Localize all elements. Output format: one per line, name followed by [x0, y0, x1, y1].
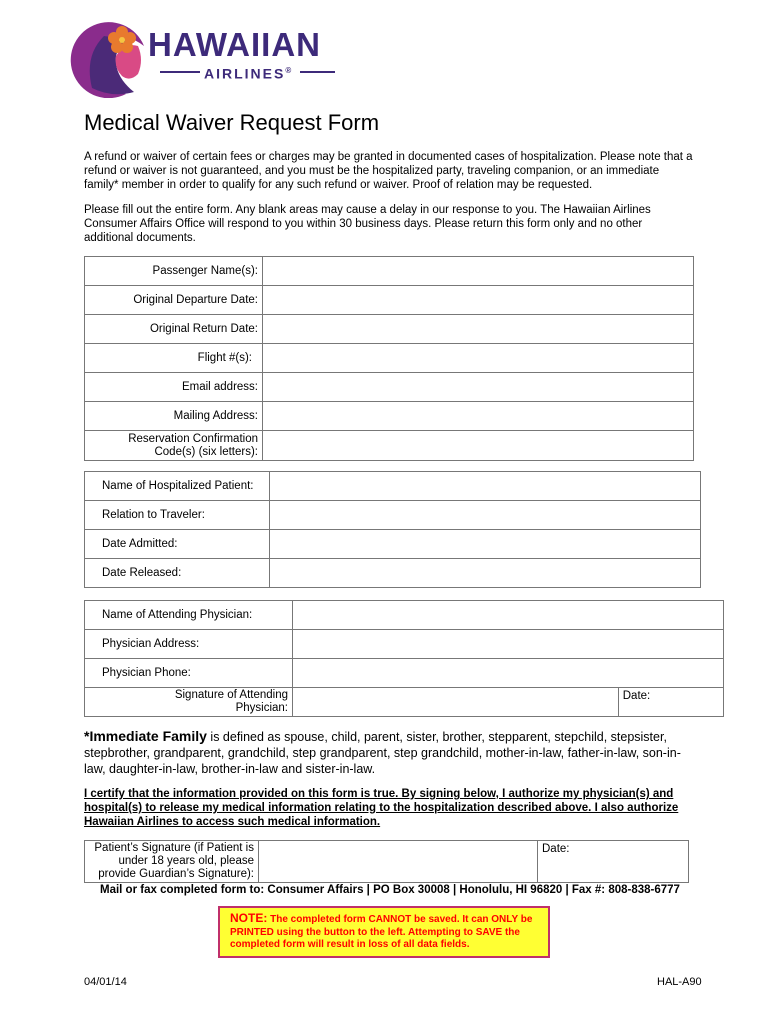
note-text: The completed form CANNOT be saved. It can ONLY be PRINTED using the button to the left. Attempting to SAVE the completed form will result in loss of all data fields. — [230, 914, 533, 950]
physician-date-label: Date: — [622, 690, 651, 702]
patient-name-field[interactable] — [270, 472, 701, 501]
confirmation-code-label: Reservation Confirmation Code(s) (six letters): — [85, 431, 263, 461]
departure-date-field[interactable] — [263, 286, 694, 315]
passenger-name-label: Passenger Name(s): — [85, 257, 263, 286]
hawaiian-airlines-logo — [64, 16, 154, 98]
date-admitted-label: Date Admitted: — [85, 530, 270, 559]
note-heading: NOTE: — [230, 911, 268, 925]
brand-name: HAWAIIAN — [148, 26, 321, 63]
brand-line-left — [160, 71, 200, 73]
brand-line-right — [300, 71, 335, 73]
return-date-label: Original Return Date: — [85, 315, 263, 344]
patient-signature-label: Patient’s Signature (if Patient is under 18 years old, please provide Guardian’s Signature): — [85, 841, 259, 883]
date-released-field[interactable] — [270, 559, 701, 588]
confirmation-code-field[interactable] — [263, 431, 694, 461]
relation-label: Relation to Traveler: — [85, 501, 270, 530]
email-label: Email address: — [85, 373, 263, 402]
physician-info-table — [84, 600, 724, 717]
form-date: 04/01/14 — [84, 976, 127, 988]
relation-field[interactable] — [270, 501, 701, 530]
brand-sub-text: AIRLINES® — [204, 65, 294, 82]
passenger-info-table — [84, 256, 694, 461]
flight-number-label: Flight #(s): — [85, 344, 263, 373]
physician-address-label: Physician Address: — [85, 630, 293, 659]
mailing-address-label: Mailing Address: — [85, 402, 263, 431]
mailing-address-field[interactable] — [263, 402, 694, 431]
physician-signature-field[interactable] — [293, 688, 619, 717]
intro-paragraph-1: A refund or waiver of certain fees or charges may be granted in documented cases of hospitalization. Please note that a refund or waiver is not guaranteed, and you must be the hospitalized party, traveling companion, or an immediate family* member in order to qualify for any such refund or waiver. Proof of relation may be requested. — [84, 151, 693, 191]
physician-phone-field[interactable] — [293, 659, 724, 688]
immediate-family-text: is defined as spouse, child, parent, sister, brother, stepparent, stepchild, stepsister, stepbrother, grandparent, grandchild, step grandparent, step grandchild, mother-in-law, father-in-law, son-in-law, daughter-in-law, brother-in-law and sister-in-law. — [84, 730, 681, 776]
physician-signature-label: Signature of Attending Physician: — [85, 688, 293, 717]
physician-date-field[interactable] — [618, 688, 723, 717]
immediate-family-definition — [84, 728, 690, 777]
physician-phone-label: Physician Phone: — [85, 659, 293, 688]
form-code: HAL-A90 — [657, 976, 702, 988]
certification-statement: I certify that the information provided on this form is true. By signing below, I authorize my physician(s) and hospital(s) to release my medical information relating to the hospitalization described above. I also authorize Hawaiian Airlines to access such medical information. — [84, 788, 679, 828]
patient-name-label: Name of Hospitalized Patient: — [85, 472, 270, 501]
date-released-label: Date Released: — [85, 559, 270, 588]
mail-instructions: Mail or fax completed form to: Consumer Affairs | PO Box 30008 | Honolulu, HI 96820 | Fax #: 808-838-6777 — [100, 884, 680, 896]
return-date-field[interactable] — [263, 315, 694, 344]
patient-date-label: Date: — [542, 843, 570, 855]
flight-number-field[interactable] — [263, 344, 694, 373]
physician-name-label: Name of Attending Physician: — [85, 601, 293, 630]
physician-name-field[interactable] — [293, 601, 724, 630]
passenger-name-field[interactable] — [263, 257, 694, 286]
date-admitted-field[interactable] — [270, 530, 701, 559]
intro-paragraph-2: Please fill out the entire form. Any blank areas may cause a delay in our response to you. The Hawaiian Airlines Consumer Affairs Office will respond to you within 30 business days. Please return this form only and no other additional documents. — [84, 204, 651, 244]
immediate-family-heading: *Immediate Family — [84, 728, 207, 744]
page-title: Medical Waiver Request Form — [84, 110, 380, 135]
physician-address-field[interactable] — [293, 630, 724, 659]
patient-signature-field[interactable] — [259, 841, 538, 883]
patient-signature-table — [84, 840, 689, 883]
brand-subtitle — [160, 62, 335, 80]
email-field[interactable] — [263, 373, 694, 402]
patient-info-table — [84, 471, 701, 588]
patient-date-field[interactable] — [538, 841, 689, 883]
save-warning-note — [218, 906, 550, 958]
departure-date-label: Original Departure Date: — [85, 286, 263, 315]
